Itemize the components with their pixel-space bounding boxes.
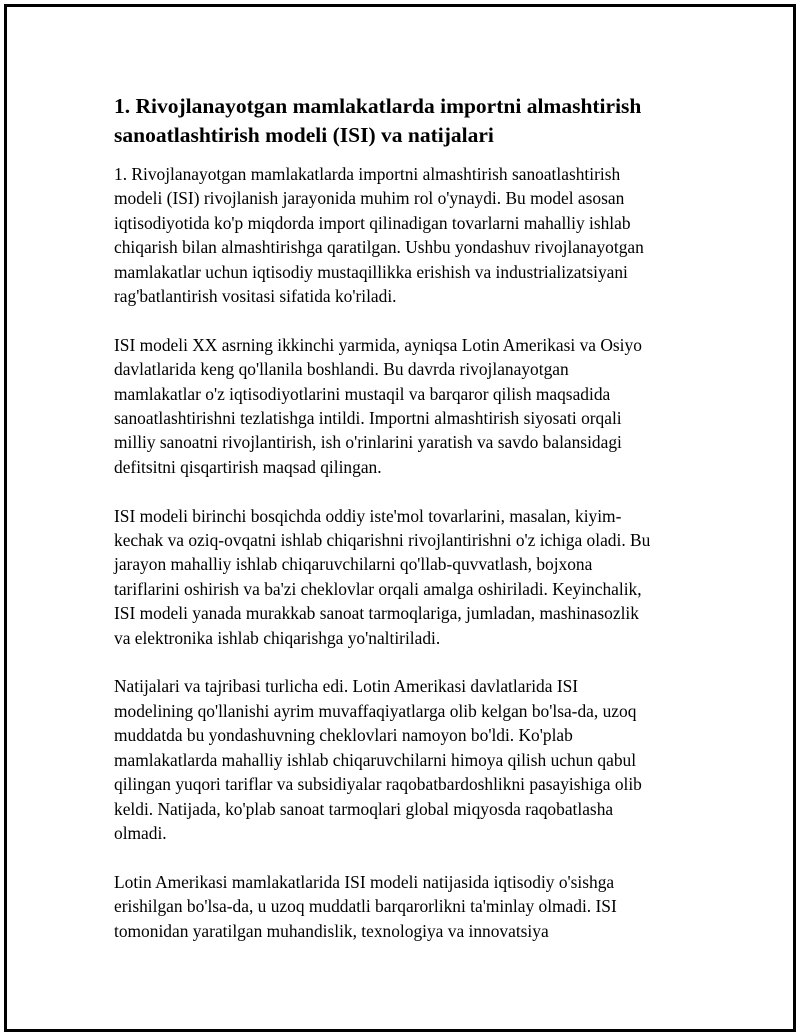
document-body <box>114 92 689 967</box>
document-title: 1. Rivojlanayotgan mamlakatlarda importni almashtirish sanoatlashtirish modeli (ISI) va natijalari <box>114 94 642 147</box>
paragraph-5: Lotin Amerikasi mamlakatlarida ISI modeli natijasida iqtisodiy o'sishga erishilgan bo'lsa-da, u uzoq muddatli barqarorlikni ta'minlay olmadi. ISI tomonidan yaratilgan muhandislik, texnologiya va innovatsiya <box>114 871 617 941</box>
paragraph-1: 1. Rivojlanayotgan mamlakatlarda importni almashtirish sanoatlashtirish modeli (ISI) rivojlanish jarayonida muhim rol o'ynaydi. Bu model asosan iqtisodiyotida ko'p miqdorda import qilinadigan tovarlarni mahalliy ishlab chiqarish bilan almashtirishga qaratilgan. Ushbu yondashuv rivojlanayotgan mamlakatlar uchun iqtisodiy mustaqillikka erishish va industrializatsiyani rag'batlantirish vositasi sifatida ko'riladi. <box>114 164 644 307</box>
paragraph-4: Natijalari va tajribasi turlicha edi. Lotin Amerikasi davlatlarida ISI modelining qo'llanishi ayrim muvaffaqiyatlarga olib kelgan bo'lsa-da, uzoq muddatda bu yondashuvning cheklovlari namoyon bo'ldi. Ko'plab mamlakatlarda mahalliy ishlab chiqaruvchilarni himoya qilish uchun qabul qilingan yuqori tariflar va subsidiyalar raqobatbardoshlikni pasayishiga olib keldi. Natijada, ko'plab sanoat tarmoqlari global miqyosda raqobatlasha olmadi. <box>114 676 642 843</box>
paragraph-2: ISI modeli XX asrning ikkinchi yarmida, ayniqsa Lotin Amerikasi va Osiyo davlatlarida keng qo'llanila boshlandi. Bu davrda rivojlanayotgan mamlakatlar o'z iqtisodiyotlarini mustaqil va barqaror qilish maqsadida sanoatlashtirishni tezlatishga intildi. Importni almashtirish siyosati orqali milliy sanoatni rivojlantirish, ish o'rinlarini yaratish va savdo balansidagi defitsitni qisqartirish maqsad qilingan. <box>114 334 642 477</box>
paragraph-3: ISI modeli birinchi bosqichda oddiy iste'mol tovarlarini, masalan, kiyim- kechak va oziq-ovqatni ishlab chiqarishni rivojlantirishni o'z ichiga oladi. Bu jarayon mahalliy ishlab chiqaruvchilarni qo'llab-quvvatlash, bojxona tariflarini oshirish va ba'zi cheklovlar orqali amalga oshiriladi. Keyinchalik, ISI modeli yanada murakkab sanoat tarmoqlariga, jumladan, mashinasozlik va elektronika ishlab chiqarishga yo'naltiriladi. <box>114 505 651 648</box>
